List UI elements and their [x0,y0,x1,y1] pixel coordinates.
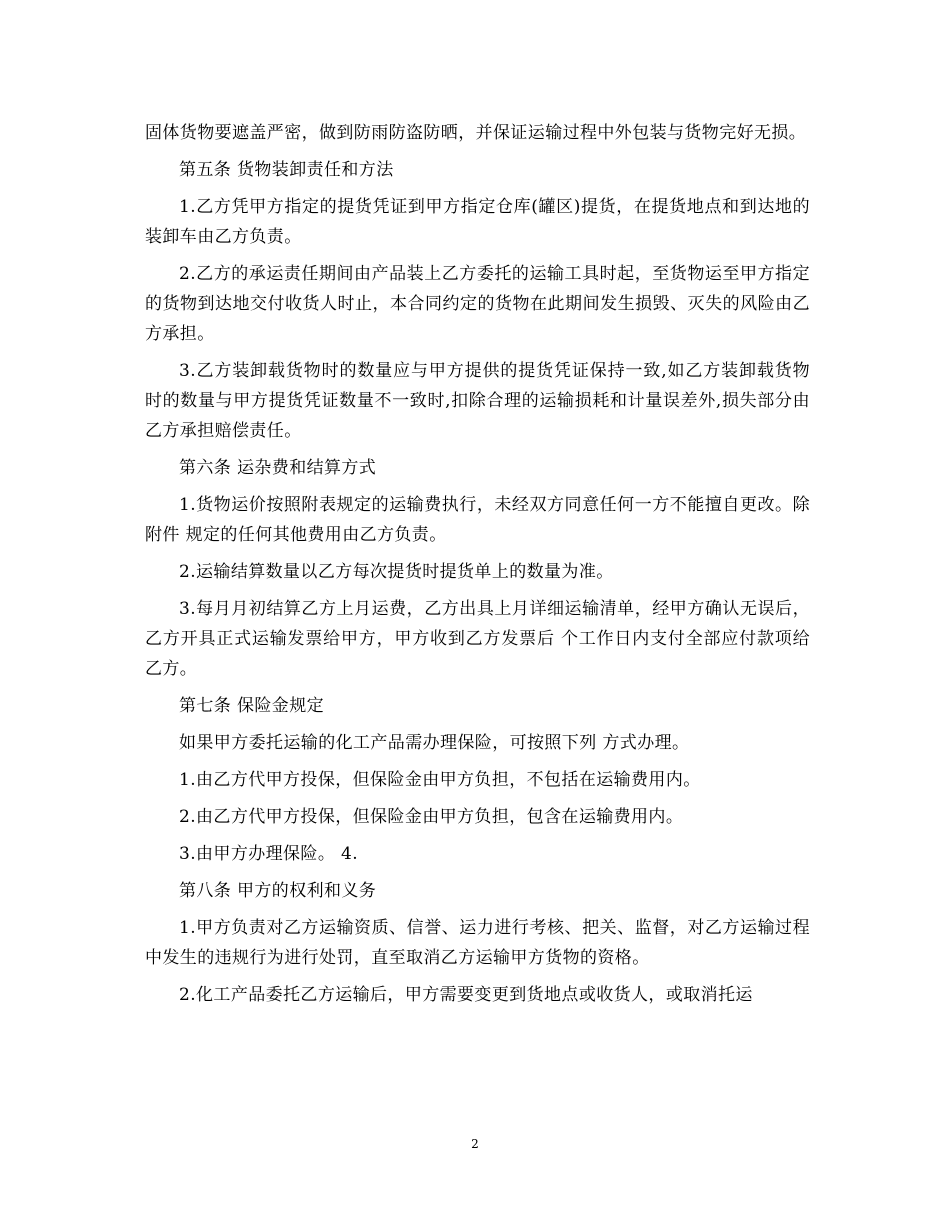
section-heading: 第七条 保险金规定 [179,696,325,716]
document-body [145,118,810,1017]
paragraph: 2.化工产品委托乙方运输后，甲方需要变更到货地点或收货人，或取消托运 [179,985,753,1005]
paragraph: 3.每月月初结算乙方上月运费，乙方出具上月详细运输清单，经甲方确认无误后，乙方开具正式运输发票给甲方，甲方收到乙方发票后 个工作日内支付全部应付款项给乙方。 [145,599,810,679]
paragraph: 1.甲方负责对乙方运输资质、信誉、运力进行考核、把关、监督，对乙方运输过程中发生的违规行为进行处罚，直至取消乙方运输甲方货物的资格。 [145,918,810,968]
paragraph: 3.乙方装卸载货物时的数量应与甲方提供的提货凭证保持一致,如乙方装卸载货物时的数量与甲方提货凭证数量不一致时,扣除合理的运输损耗和计量误差外,损失部分由乙方承担赔偿责任。 [145,361,810,441]
paragraph: 固体货物要遮盖严密，做到防雨防盗防晒，并保证运输过程中外包装与货物完好无损。 [145,123,807,143]
paragraph: 1.乙方凭甲方指定的提货凭证到甲方指定仓库(罐区)提货，在提货地点和到达地的装卸车由乙方负责。 [145,197,810,247]
paragraph: 3.由甲方办理保险。 4. [179,844,359,864]
paragraph: 1.由乙方代甲方投保，但保险金由甲方负担，不包括在运输费用内。 [179,770,701,790]
page-number: 2 [471,1137,479,1151]
paragraph: 2.乙方的承运责任期间由产品装上乙方委托的运输工具时起，至货物运至甲方指定的货物到达地交付收货人时止，本合同约定的货物在此期间发生损毁、灭失的风险由乙方承担。 [145,264,810,344]
paragraph: 1.货物运价按照附表规定的运输费执行，未经双方同意任何一方不能擅自更改。除附件 规定的任何其他费用由乙方负责。 [145,495,810,545]
paragraph: 2.由乙方代甲方投保，但保险金由甲方负担，包含在运输费用内。 [179,807,684,827]
section-heading: 第六条 运杂费和结算方式 [179,458,377,478]
section-heading: 第五条 货物装卸责任和方法 [179,160,394,180]
paragraph: 2.运输结算数量以乙方每次提货时提货单上的数量为准。 [179,562,614,582]
section-heading: 第八条 甲方的权利和义务 [179,881,377,901]
paragraph: 如果甲方委托运输的化工产品需办理保险，可按照下列 方式办理。 [179,733,690,753]
